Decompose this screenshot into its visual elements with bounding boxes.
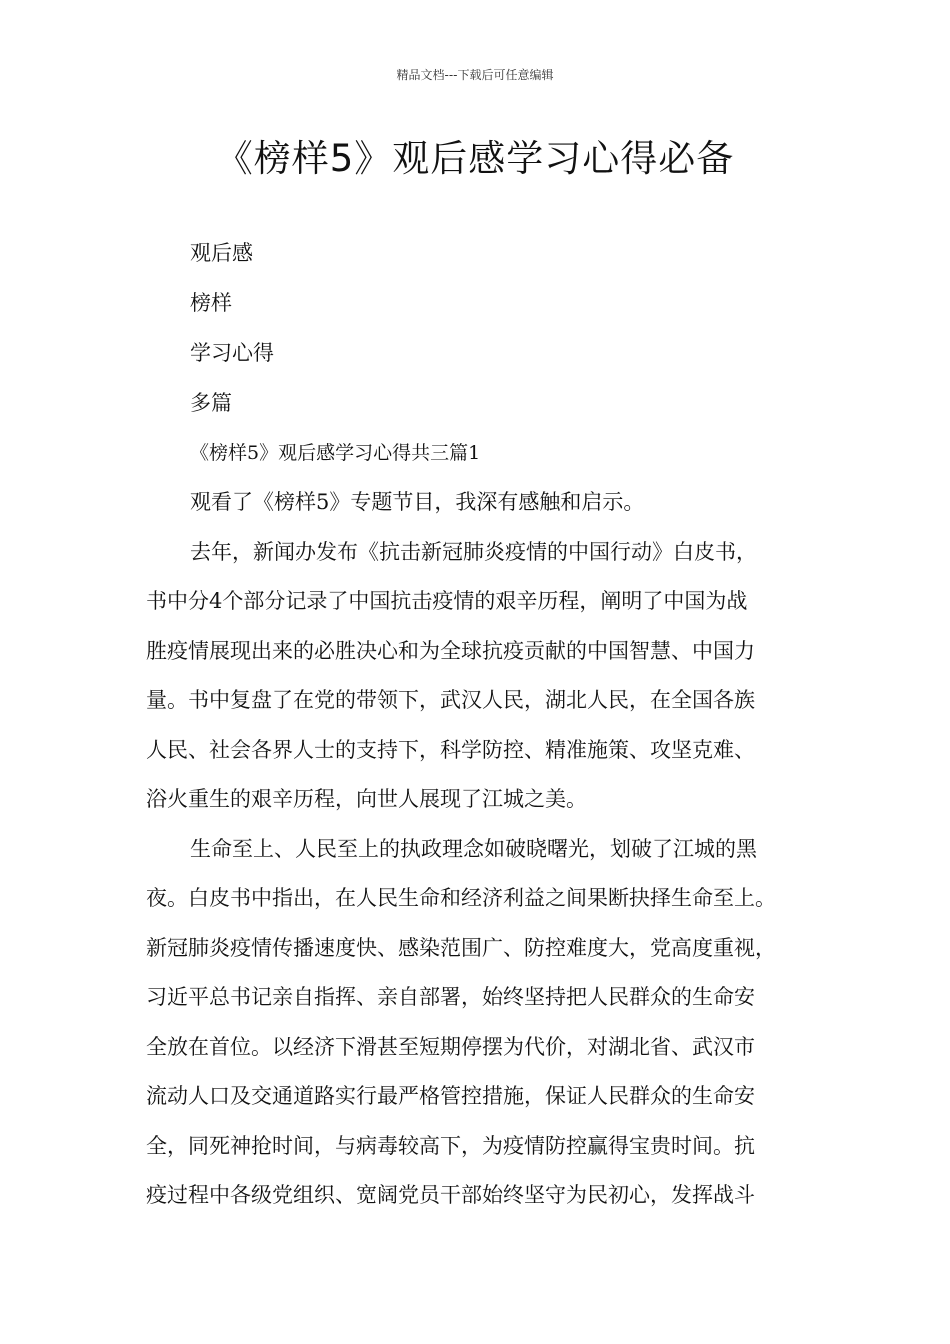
paragraph-line: 全放在首位。以经济下滑甚至短期停摆为代价，对湖北省、武汉市 (146, 1034, 755, 1059)
paragraph-line: 观看了《榜样5》专题节目，我深有感触和启示。 (190, 490, 645, 514)
paragraph-line: 全，同死神抢时间，与病毒较高下，为疫情防控赢得宝贵时间。抗 (146, 1133, 755, 1158)
paragraph-line: 胜疫情展现出来的必胜决心和为全球抗疫贡献的中国智慧、中国力 (146, 638, 755, 663)
paragraph-line: 夜。白皮书中指出，在人民生命和经济利益之间果断抉择生命至上。 (146, 886, 776, 910)
keyword-item: 榜样 (190, 291, 232, 315)
keyword-item: 观后感 (190, 241, 253, 265)
paragraph (146, 528, 826, 825)
keyword-item: 多篇 (190, 391, 232, 415)
paragraph (146, 478, 826, 528)
paragraph-line: 人民、社会各界人士的支持下，科学防控、精准施策、攻坚克难、 (146, 737, 755, 762)
header-note: 精品文档---下载后可任意编辑 (396, 68, 554, 82)
keyword-item: 学习心得 (190, 341, 274, 365)
paragraph-line: 书中分4个部分记录了中国抗击疫情的艰辛历程，阐明了中国为战 (146, 589, 748, 613)
document-title: 《榜样5》观后感学习心得必备 (215, 137, 735, 180)
paragraph-line: 去年，新闻办发布《抗击新冠肺炎疫情的中国行动》白皮书， (190, 539, 757, 564)
paragraph-line: 流动人口及交通道路实行最严格管控措施，保证人民群众的生命安 (146, 1084, 755, 1108)
document-body (146, 228, 826, 1221)
paragraph-line: 量。书中复盘了在党的带领下，武汉人民，湖北人民，在全国各族 (146, 688, 755, 712)
paragraph-line: 生命至上、人民至上的执政理念如破晓曙光，划破了江城的黑 (190, 836, 757, 861)
paragraph (146, 825, 826, 1221)
section-heading: 《榜样5》观后感学习心得共三篇1 (190, 442, 481, 464)
paragraph-line: 习近平总书记亲自指挥、亲自部署，始终坚持把人民群众的生命安 (146, 985, 755, 1009)
paragraph-line: 新冠肺炎疫情传播速度快、感染范围广、防控难度大，党高度重视， (146, 935, 776, 960)
paragraph-line: 浴火重生的艰辛历程，向世人展现了江城之美。 (146, 787, 587, 811)
paragraph-line: 疫过程中各级党组织、宽阔党员干部始终坚守为民初心，发挥战斗 (146, 1183, 755, 1207)
